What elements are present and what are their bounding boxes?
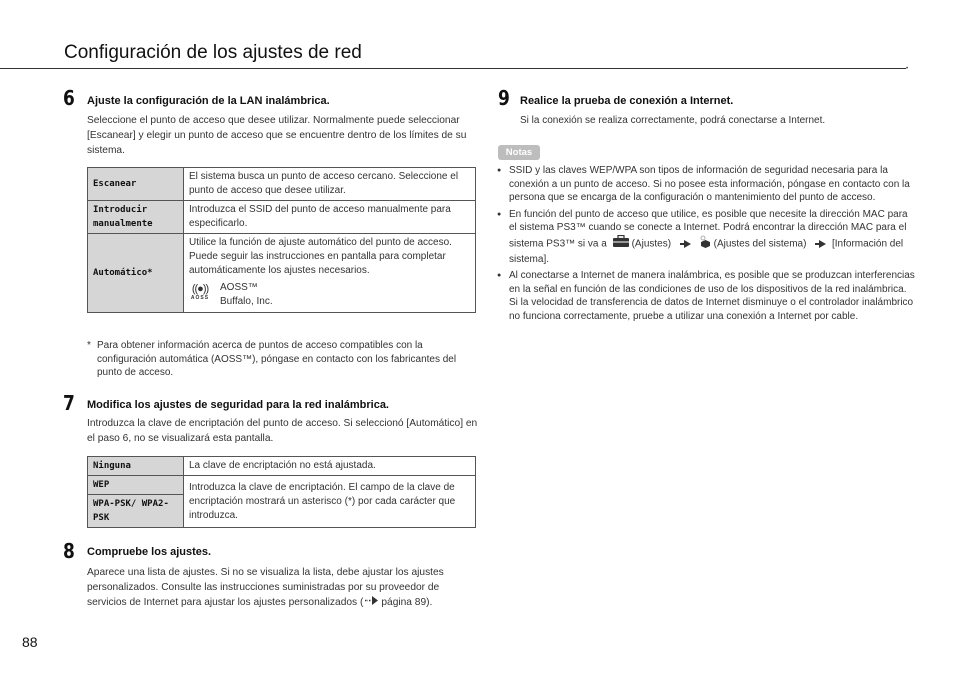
aoss-logo-text: AOSS [190,295,210,301]
step-7-number: 7 [63,391,75,415]
step-9-number: 9 [498,86,510,110]
toolbox-icon [612,235,630,252]
system-info-label: [Información del sistema]. [509,238,904,265]
step-9-text: Si la conexión se realiza correctamente, podrá conectarse a Internet. [520,115,826,126]
notes-list [495,164,915,327]
security-label-wpa: WPA-PSK/ WPA2-PSK [88,495,184,528]
step-8-text-body: Aparece una lista de ajustes. Si no se visualiza la lista, debe ajustar los ajustes personalizados. Consulte las instrucciones suministradas por su proveedor de servicios de Internet para ajustar los ajustes personalizados [87,567,444,609]
note-item-text: En función del punto de acceso que utilice, es posible que necesite la dirección MAC para el sistema PS3™ cuando se conecte a Internet. Podrá encontrar la dirección MAC para el sistema PS3™ si va a [509,208,908,250]
option-label-escanear: Escanear [88,168,184,201]
arrow-icon [819,240,826,248]
step-8-text: Aparece una lista de ajustes. Si no se visualiza la lista, debe ajustar los ajustes personalizados. Consulte las instrucciones suministradas por su proveedor de servicios de Internet para ajustar los ajustes personalizados ( página 89). [87,567,444,609]
option-label-manual: Introducir manualmente [88,201,184,234]
step-9-title: Realice la prueba de conexión a Internet. [520,95,734,107]
aoss-name: AOSS™ [220,282,258,293]
step-6-number: 6 [63,86,75,110]
note-item: ● Al conectarse a Internet de manera inalámbrica, es posible que se produzcan interferencias en la señal en función de las condiciones de uso de los dispositivos de la red inalámbrica. Si la velocidad de transferencia de datos de Internet disminuye o el controlador inalámbrico no funciona correctamente, pruebe a utilizar una conexión a Internet por cable. [495,269,915,323]
step-6-text: Seleccione el punto de acceso que desee utilizar. Normalmente puede seleccionar [Escanear] y elegir un punto de acceso que se encuentre dentro de los límites de su sistema. [87,115,467,156]
page-header-title: Configuración de los ajustes de red [64,42,362,63]
option-desc-escanear: El sistema busca un punto de acceso cercano. Seleccione el punto de acceso que desee utilizar. [184,168,476,201]
security-desc-ninguna: La clave de encriptación no está ajustada. [184,457,476,476]
step-6-footnote-mark: * [87,340,91,351]
automatico-description: Utilice la función de ajuste automático del punto de acceso. Puede seguir las instrucciones en pantalla para completar automáticamente los ajustes necesarios. [189,237,452,276]
step-8-number: 8 [63,539,75,563]
step-6-table [87,167,476,313]
note-item: ● SSID y las claves WEP/WPA son tipos de información de seguridad necesaria para la conexión a un punto de acceso. Si no posee esta información, póngase en contacto con la persona que se encarga de la configuración o mantenimiento del punto de acceso. [495,164,915,205]
option-desc-manual: Introduzca el SSID del punto de acceso manualmente para especificarlo. [184,201,476,234]
step-6-title: Ajuste la configuración de la LAN inalámbrica. [87,95,330,107]
option-desc-automatico [184,234,476,313]
aoss-logo-icon: ((●)) AOSS [190,283,210,301]
system-settings-icon [699,235,712,253]
page-ref-icon [365,595,379,610]
step-8-page-ref: página 89). [381,597,433,609]
page-number: 88 [22,634,38,650]
security-desc-wep-wpa: Introduzca la clave de encriptación. El campo de la clave de encriptación mostrará un asterisco (*) por cada carácter que introduzca. [184,476,476,528]
step-6-footnote: Para obtener información acerca de puntos de acceso compatibles con la configuración automática (AOSS™), póngase en contacto con los fabricantes del punto de acceso. [97,340,457,378]
aoss-row [189,281,470,309]
step-7-title: Modifica los ajustes de seguridad para la red inalámbrica. [87,399,389,411]
header-rule-end-dot: • [906,66,909,72]
settings-label: (Ajustes) [631,238,672,250]
step-7-table [87,456,476,528]
note-item [495,208,915,266]
security-label-ninguna: Ninguna [88,457,184,476]
step-7-text: Introduzca la clave de encriptación del punto de acceso. Si seleccionó [Automático] en el paso 6, no se visualizará esta pantalla. [87,418,478,444]
security-label-wep: WEP [88,476,184,495]
aoss-vendor: Buffalo, Inc. [220,296,273,307]
arrow-icon [684,240,691,248]
system-settings-label: (Ajustes del sistema) [713,238,807,250]
option-label-automatico: Automático* [88,234,184,313]
step-8-title: Compruebe los ajustes. [87,546,212,558]
header-rule [0,68,906,69]
notes-badge: Notas [498,145,540,160]
